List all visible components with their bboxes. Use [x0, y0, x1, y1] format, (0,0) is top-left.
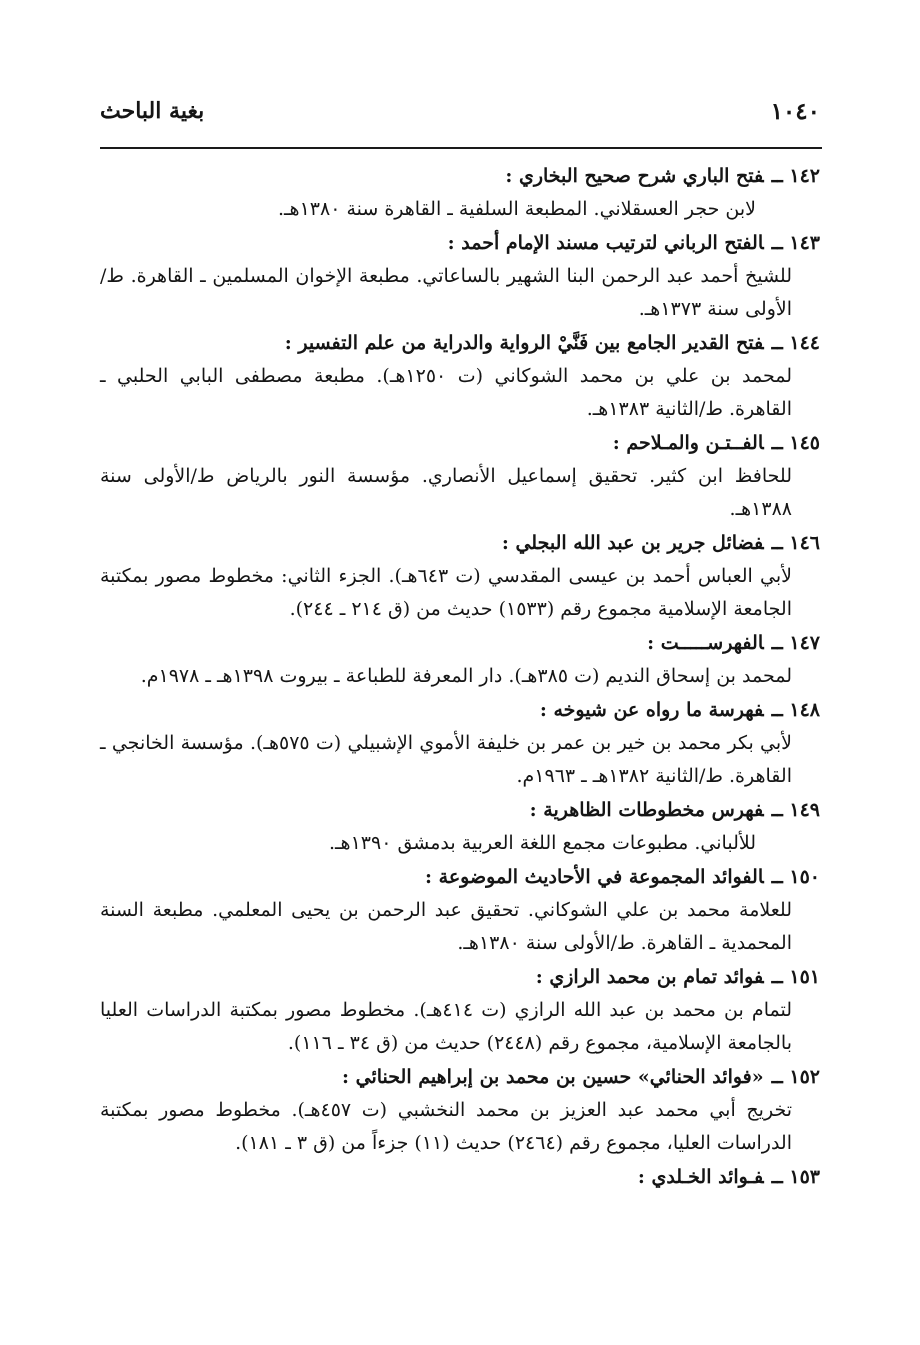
entry-heading	[100, 960, 820, 994]
bibliography-entry	[100, 626, 820, 693]
entry-number: ١٤٧ ــ	[771, 632, 820, 654]
entry-description: للحافظ ابن كثير. تحقيق إسماعيل الأنصاري. مؤسسة النور بالرياض ط/الأولى سنة ١٣٨٨هـ.	[100, 465, 792, 520]
header-rule	[100, 147, 822, 149]
entry-heading	[100, 626, 820, 660]
page-header	[100, 98, 820, 132]
entry-title: فضائل جرير بن عبد الله البجلي :	[501, 532, 764, 554]
entry-title: فتح القدير الجامع بين فَنَّيْ الرواية والدراية من علم التفسير :	[284, 332, 764, 354]
entry-description: لابن حجر العسقلاني. المطبعة السلفية ـ القاهرة سنة ١٣٨٠هـ.	[277, 198, 756, 220]
bibliography-list	[100, 159, 820, 1194]
bibliography-entry	[100, 226, 820, 326]
bibliography-entry	[100, 693, 820, 793]
entry-heading	[100, 426, 820, 460]
entry-heading	[100, 693, 820, 727]
entry-heading	[100, 1160, 820, 1194]
entry-heading	[100, 326, 820, 360]
entry-description: لأبي العباس أحمد بن عيسى المقدسي (ت ٦٤٣هـ). الجزء الثاني: مخطوط مصور بمكتبة الجامعة الإسلامية مجموع رقم (١٥٣٣) حديث من (ق ٢١٤ ـ ٢٤٤).	[100, 565, 792, 620]
entry-description: تخريج أبي محمد عبد العزيز بن محمد النخشبي (ت ٤٥٧هـ). مخطوط مصور بمكتبة الدراسات العليا، مجموع رقم (٢٤٦٤) حديث (١١) جزءاً من (ق ٣ ـ ١٨١).	[100, 1099, 792, 1154]
entry-number: ١٥٠ ــ	[771, 866, 820, 888]
entry-number: ١٤٤ ــ	[771, 332, 820, 354]
entry-title: فهرسة ما رواه عن شيوخه :	[539, 699, 764, 721]
entry-heading	[100, 793, 820, 827]
entry-title: فـوائد الخـلدي :	[637, 1166, 764, 1188]
entry-title: «فوائد الحنائي» حسين بن محمد بن إبراهيم الحنائي :	[342, 1066, 764, 1088]
bibliography-entry	[100, 793, 820, 860]
entry-number: ١٤٥ ــ	[771, 432, 820, 454]
bibliography-entry	[100, 326, 820, 426]
entry-heading	[100, 226, 820, 260]
bibliography-entry	[100, 960, 820, 1060]
bibliography-entry	[100, 159, 820, 226]
running-title: بغية الباحث	[100, 98, 205, 124]
entry-heading	[100, 1060, 820, 1094]
entry-heading	[100, 860, 820, 894]
entry-description: للألباني. مطبوعات مجمع اللغة العربية بدمشق ١٣٩٠هـ.	[328, 832, 756, 854]
entry-title: الفوائد المجموعة في الأحاديث الموضوعة :	[425, 866, 764, 888]
entry-number: ١٤٨ ــ	[771, 699, 820, 721]
bibliography-entry	[100, 860, 820, 960]
entry-description: للشيخ أحمد عبد الرحمن البنا الشهير بالساعاتي. مطبعة الإخوان المسلمين ـ القاهرة. ط/الأولى سنة ١٣٧٣هـ.	[100, 265, 792, 320]
entry-title: فهرس مخطوطات الظاهرية :	[529, 799, 764, 821]
entry-number: ١٥٣ ــ	[771, 1166, 820, 1188]
entry-number: ١٥١ ــ	[771, 966, 820, 988]
entry-heading	[100, 526, 820, 560]
entry-title: الفهرســـــت :	[647, 632, 764, 654]
entry-description: لمحمد بن علي بن محمد الشوكاني (ت ١٢٥٠هـ). مطبعة مصطفى البابي الحلبي ـ القاهرة. ط/الثانية ١٣٨٣هـ.	[100, 365, 793, 420]
entry-number: ١٤٦ ــ	[771, 532, 820, 554]
entry-heading	[100, 159, 820, 193]
entry-number: ١٤٩ ــ	[771, 799, 820, 821]
bibliography-entry	[100, 526, 820, 626]
entry-number: ١٤٢ ــ	[771, 165, 820, 187]
entry-number: ١٤٣ ــ	[771, 232, 820, 254]
entry-description: للعلامة محمد بن علي الشوكاني. تحقيق عبد الرحمن بن يحيى المعلمي. مطبعة السنة المحمدية ـ القاهرة. ط/الأولى سنة ١٣٨٠هـ.	[100, 899, 792, 954]
bibliography-entry	[100, 426, 820, 526]
bibliography-entry	[100, 1060, 820, 1160]
entry-title: فوائد تمام بن محمد الرازي :	[535, 966, 764, 988]
entry-description: لأبي بكر محمد بن خير بن عمر بن خليفة الأموي الإشبيلي (ت ٥٧٥هـ). مؤسسة الخانجي ـ القاهرة. ط/الثانية ١٣٨٢هـ ـ ١٩٦٣م.	[100, 732, 792, 787]
entry-title: الفتح الرباني لترتيب مسند الإمام أحمد :	[447, 232, 764, 254]
bibliography-entry	[100, 1160, 820, 1194]
entry-title: فتح الباري شرح صحيح البخاري :	[505, 165, 764, 187]
entry-description: لتمام بن محمد بن عبد الله الرازي (ت ٤١٤هـ). مخطوط مصور بمكتبة الدراسات العليا بالجامعة الإسلامية، مجموع رقم (٢٤٤٨) حديث من (ق ٣٤ ـ ١١٦).	[100, 999, 792, 1054]
entry-number: ١٥٢ ــ	[771, 1066, 820, 1088]
entry-title: الفــتـن والمـلاحم :	[612, 432, 764, 454]
page-number: ١٠٤٠	[770, 98, 820, 125]
entry-description: لمحمد بن إسحاق النديم (ت ٣٨٥هـ). دار المعرفة للطباعة ـ بيروت ١٣٩٨هـ ـ ١٩٧٨م.	[140, 665, 792, 687]
